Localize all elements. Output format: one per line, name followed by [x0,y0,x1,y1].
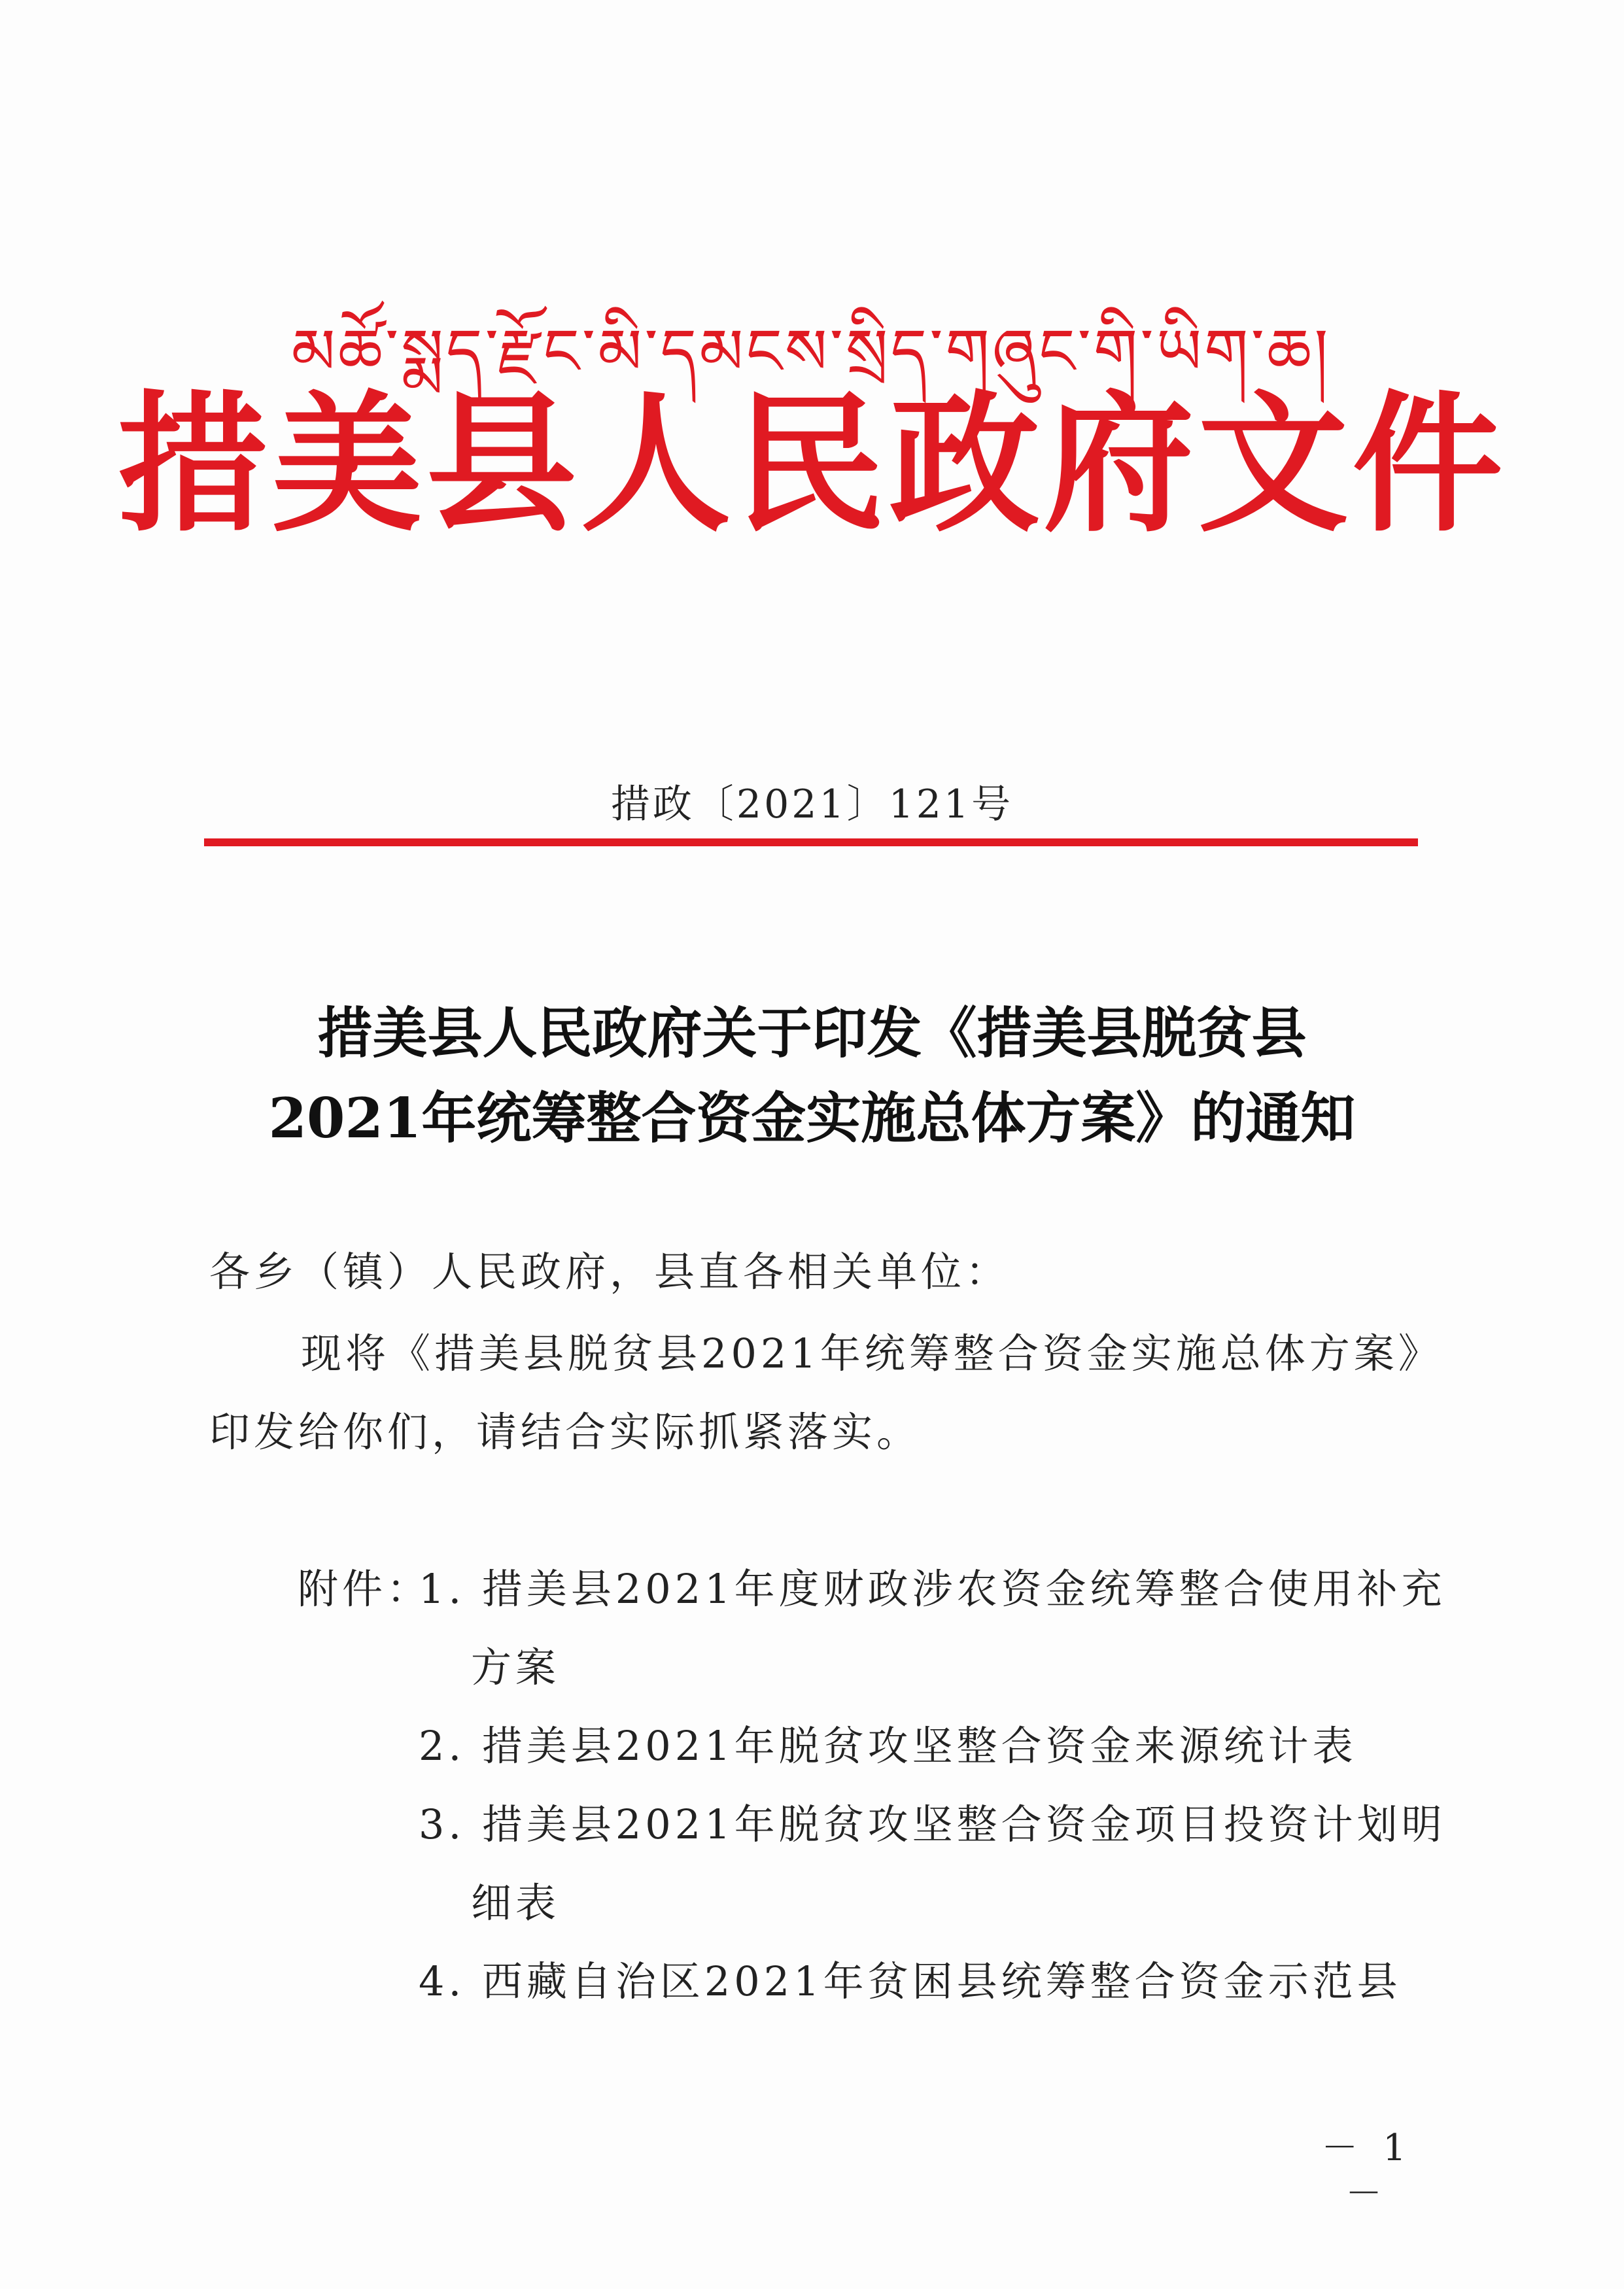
notice-title-line-1: 措美县人民政府关于印发《措美县脱贫县 [317,1001,1307,1065]
document-number: 措政〔2021〕121号 [610,782,1014,827]
tibetan-header-title: མཚོ་སྨད་རྫོང་མི་དམངས་སྲིད་གཞུང་གི་ཡིག་ཆ། [291,315,1331,388]
attachment-item-4: 4. 西藏自治区2021年贫困县统筹整合资金示范县 [419,1957,1402,2005]
attachment-item-1-continued: 方案 [471,1644,561,1691]
notice-title [164,991,1460,1161]
attachments-label: 附件： [298,1565,432,1613]
body-paragraph-line-1: 现将《措美县脱贫县2021年统筹整合资金实施总体方案》 [301,1330,1443,1377]
addressee: 各乡（镇）人民政府，县直各相关单位： [209,1248,1011,1296]
attachment-item-3: 3. 措美县2021年脱贫攻坚整合资金项目投资计划明 [419,1800,1446,1848]
attachment-item-3-continued: 细表 [471,1879,561,1927]
red-separator-line [204,838,1418,846]
body-paragraph-line-2: 印发给你们，请结合实际抓紧落实。 [209,1408,922,1456]
page-number: － 1 － [1321,2127,1413,2215]
attachment-item-1: 1. 措美县2021年度财政涉农资金统筹整合使用补充 [419,1565,1446,1613]
red-header-title: 措美县人民政府文件 [117,376,1507,553]
notice-title-line-2: 2021年统筹整合资金实施总体方案》的通知 [268,1086,1356,1150]
attachment-item-2: 2. 措美县2021年脱贫攻坚整合资金来源统计表 [419,1722,1357,1770]
